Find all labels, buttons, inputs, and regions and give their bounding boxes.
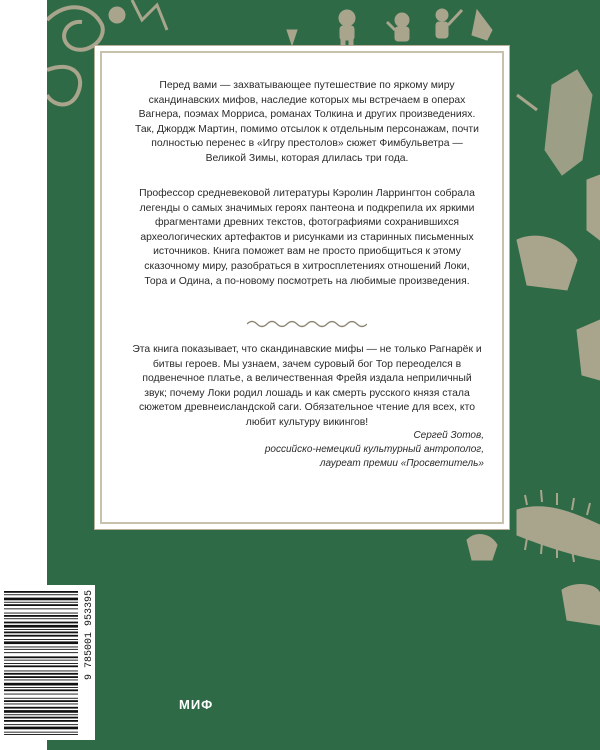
barcode-bar [4, 720, 78, 722]
barcode-bar [4, 622, 78, 624]
barcode-bar [4, 618, 78, 619]
barcode-bar [4, 665, 78, 667]
barcode-bar [4, 613, 78, 614]
barcode-bar [4, 683, 78, 686]
barcode-bars [0, 585, 82, 740]
barcode-bar [4, 663, 78, 664]
barcode-bar [4, 698, 78, 699]
barcode-bar [4, 656, 78, 658]
barcode-bar [4, 694, 78, 695]
barcode-bar [4, 700, 78, 702]
barcode-bar [4, 604, 78, 606]
description-paragraph-2: Профессор средневековой литературы Кэролин Ларрингтон собрала легенды о самых значимых героях пантеона и подкрепила их яркими фрагментами древних текстов, фотографиями сохранившихся археологических артефактов и рисунками из старинных письменных источников. Книга поможет вам не просто приобщиться к этому сказочному миру, разобраться в хитросплетениях отношений Локи, Тора и Одина, а по-новому посмотреть на любимые произведения. [139, 188, 475, 287]
barcode-bar [4, 608, 78, 609]
barcode-bar [4, 689, 78, 691]
barcode-bar [4, 704, 78, 705]
barcode-bar [4, 652, 78, 653]
barcode-bar [4, 714, 78, 715]
back-cover [47, 0, 600, 750]
barcode-bar [4, 707, 78, 709]
barcode-bar [4, 710, 78, 713]
quote-signature [252, 429, 484, 472]
barcode [0, 585, 95, 740]
barcode-bar [4, 673, 78, 675]
publisher-logo: МИФ [179, 697, 214, 712]
barcode-bar [4, 671, 78, 672]
barcode-bar [4, 734, 78, 735]
barcode-bar [4, 717, 78, 719]
barcode-bar [4, 649, 78, 650]
quote-award: лауреат премии «Просветитель» [319, 458, 484, 470]
barcode-bar [4, 647, 78, 648]
barcode-bar [4, 615, 78, 617]
description-paragraph-1: Перед вами — захватывающее путешествие по яркому миру скандинавских мифов, наследие которых мы встречаем в операх Вагнера, поэмах Морриса, романах Толкина и других произведениях. Так, Джордж Мартин, помимо отсылок к отдельным персонажам, почти полностью перенес в «Игру престолов» сюжет Фимбульветра — Великой Зимы, которая длилась три года. [135, 80, 479, 164]
barcode-bar [4, 632, 78, 634]
barcode-bar [4, 625, 78, 628]
barcode-bar [4, 602, 78, 603]
quote-role: российско-немецкий культурный антрополог, [264, 444, 484, 456]
panel-frame [100, 51, 504, 524]
barcode-bar [4, 660, 78, 661]
wavy-divider [247, 319, 367, 329]
quote-text: Эта книга показывает, что скандинавские мифы — не только Рагнарёк и битвы героев. Мы узнаем, зачем суровый бог Тор переоделся в подвенечное платье, а величественная Фрейя издала неприличный звук; почему Локи родил лошадь и как смерть русского князя стала сюжетом древнеисландской саги. Обязательное чтение для всех, кто любит культуру викингов! [132, 344, 482, 428]
barcode-bar [4, 594, 78, 595]
quote-author: Сергей Зотов, [413, 430, 484, 441]
isbn-number: 9 785001 953395 [84, 590, 95, 681]
barcode-bar [4, 591, 78, 593]
text-panel [94, 45, 510, 530]
barcode-bar [4, 641, 78, 644]
barcode-bar [4, 687, 78, 688]
barcode-bar [4, 680, 78, 681]
barcode-bar [4, 629, 78, 630]
barcode-bar [4, 635, 78, 637]
barcode-bar [4, 732, 78, 733]
barcode-bar [4, 727, 78, 730]
barcode-bar [4, 676, 78, 678]
barcode-bar [4, 724, 78, 725]
figure-top-1 [339, 10, 355, 46]
barcode-bar [4, 598, 78, 601]
barcode-bar [4, 639, 78, 640]
